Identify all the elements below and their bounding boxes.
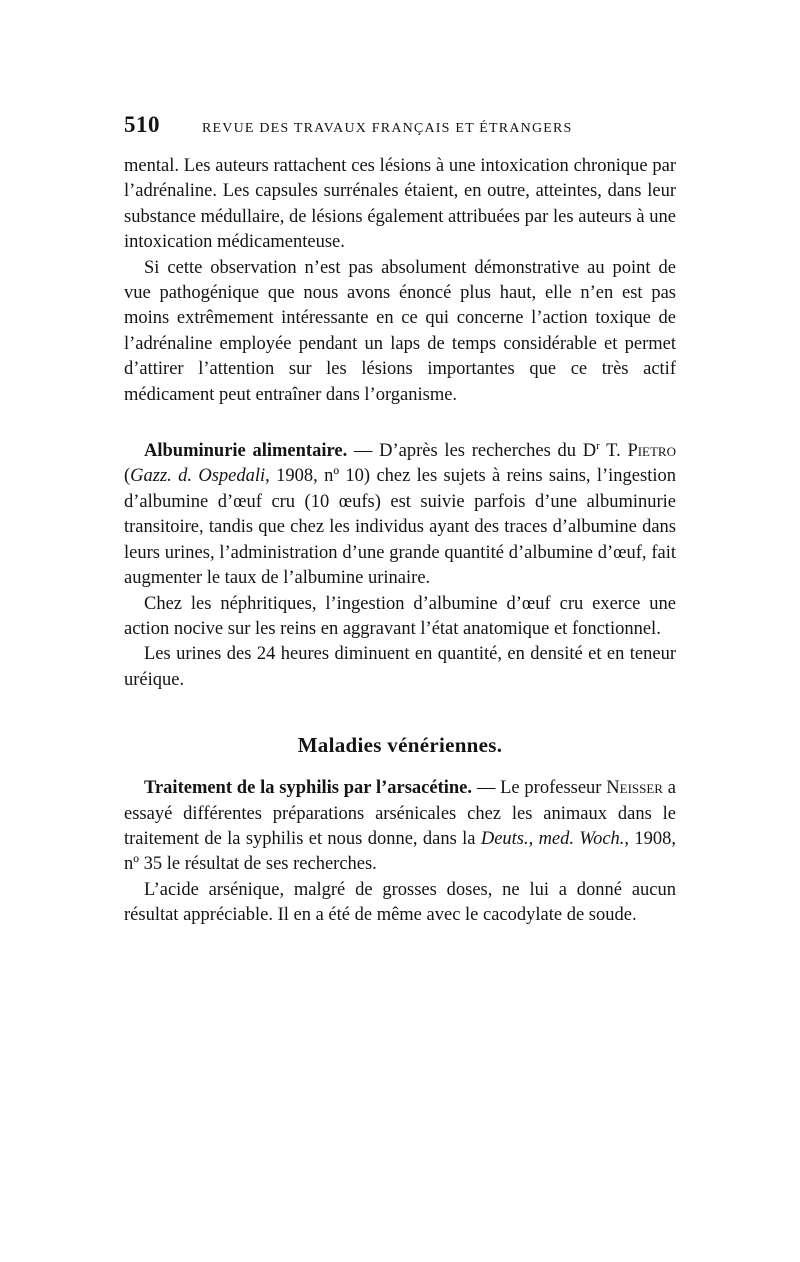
syphilis-author: Neisser xyxy=(606,778,663,799)
albuminurie-title: Albuminurie alimentaire. xyxy=(144,441,348,462)
journal-name: Gazz. d. Ospedali xyxy=(130,466,266,487)
albuminurie-paragraph-3: Les urines des 24 heures diminuent en quantité, en densité et en teneur uréique. xyxy=(124,644,676,690)
albuminurie-paragraph xyxy=(124,439,676,591)
document-page xyxy=(124,112,676,929)
syphilis-dash: — Le professeur xyxy=(472,778,607,799)
doctor-abbrev: D xyxy=(582,441,597,462)
syphilis-paragraph xyxy=(124,776,676,878)
syphilis-text-2: , 1908, nº 35 le résultat de ses recherches. xyxy=(124,828,677,875)
author-name: Pietro xyxy=(627,441,676,462)
section-title: Maladies vénériennes. xyxy=(297,733,503,758)
citation-text: , 1908, nº 10) chez les sujets à reins sains, l’ingestion d’albumine d’œuf cru (10 œufs) est suivie parfois d’une albuminurie transitoire, tandis que chez les individus ayant des traces d’albumine dans leurs urines, l’administration d’une grande quantité d’albumine d’œuf, fait augmenter le taux de l’albumine urinaire. xyxy=(124,466,676,589)
albuminurie-paragraph-2: Chez les néphritiques, l’ingestion d’albumine d’œuf cru exerce une action nocive sur les reins en aggravant l’état anatomique et fonctionnel. xyxy=(124,593,676,639)
author-initial: T. xyxy=(599,441,628,462)
syphilis-paragraph-2: L’acide arsénique, malgré de grosses doses, ne lui a donné aucun résultat appréciable. Il en a été de même avec le cacodylate de soude. xyxy=(124,879,676,926)
running-head: REVUE DES TRAVAUX FRANÇAIS ET ÉTRANGERS xyxy=(202,121,573,136)
syphilis-title: Traitement de la syphilis par l’arsacétine. xyxy=(144,778,473,799)
albuminurie-dash: — D’après les recherches du xyxy=(347,441,583,462)
paragraph-continuation: mental. Les auteurs rattachent ces lésions à une intoxication chronique par l’adrénaline. Les capsules surrénales étaient, en outre, atteintes, dans leur substance médullaire, de lésions également attribuées par les auteurs à une intoxication médicamenteuse. xyxy=(124,156,676,253)
page-header xyxy=(124,112,676,142)
syphilis-text-1: a essayé différentes préparations arsénicales chez les animaux dans le traitement de la syphilis et nous donne, dans la xyxy=(124,778,676,849)
spacer xyxy=(124,408,676,439)
page-number: 510 xyxy=(124,112,160,137)
paragraph-observation: Si cette observation n’est pas absolument démonstrative au point de vue pathogénique que nous avons énoncé plus haut, elle n’en est pas moins extrêmement intéressante en ce qui concerne l’action toxique de l’adrénaline employée pendant un laps de temps considérable et permet d’attirer l’attention sur les lésions importantes que ce très actif médicament peut entraîner dans l’organisme. xyxy=(124,257,676,405)
doctor-sup: r xyxy=(596,439,600,452)
open-paren: ( xyxy=(124,466,131,487)
syphilis-journal: Deuts., med. Woch. xyxy=(480,828,625,849)
